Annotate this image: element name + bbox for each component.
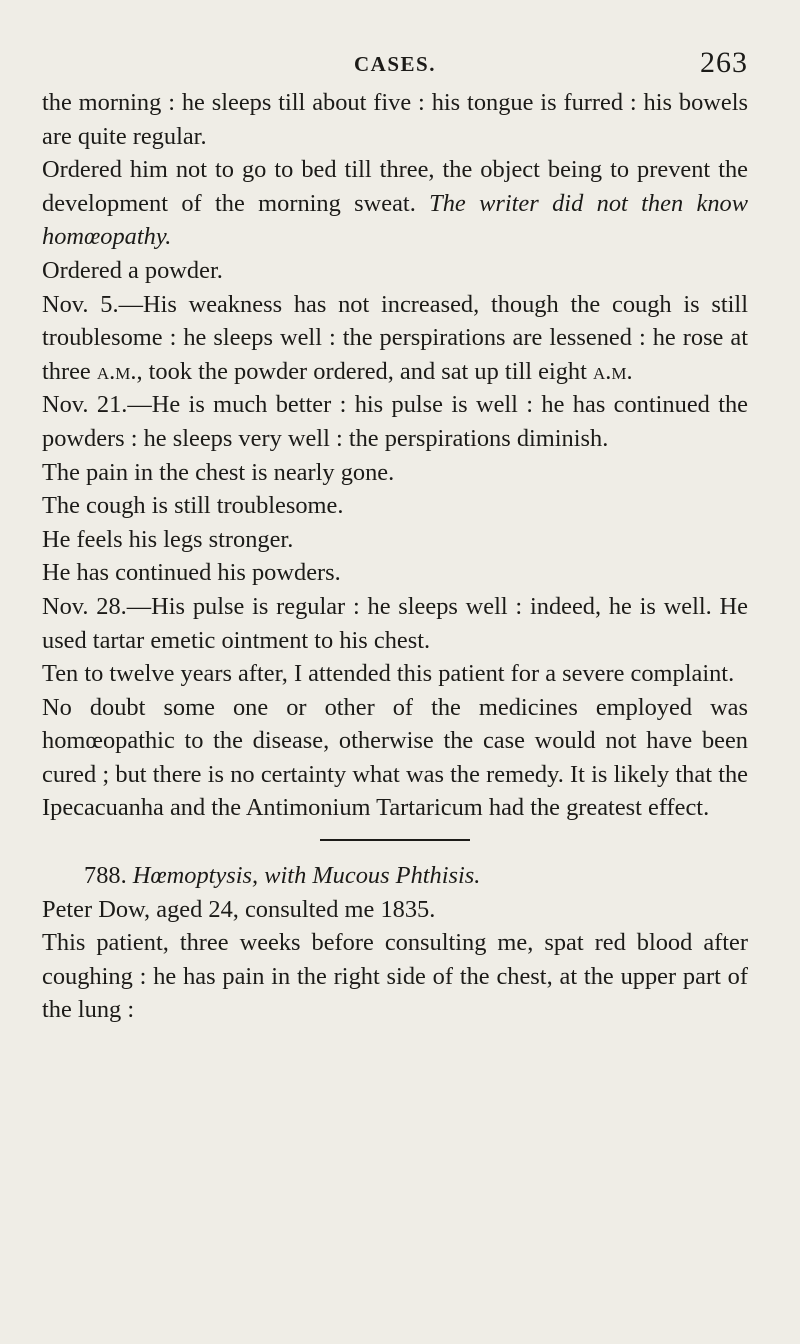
case-title: Hœmoptysis, with Mucous Phthisis.: [132, 862, 481, 890]
paragraph-cough: [42, 489, 748, 523]
paragraph-text: the morning : he sleeps till about five : his tongue is furred : his bowels are quite regular.: [42, 89, 748, 150]
case-number: 788.: [84, 862, 127, 890]
paragraph-text: Peter Dow, aged 24, consulted me 1835.: [42, 895, 436, 923]
paragraph-text: Ten to twelve years after, I attended this patient for a severe complaint.: [42, 660, 735, 688]
paragraph-text: Nov. 28.—His pulse is regular : he sleeps well : indeed, he is well. He used tartar emetic ointment to his chest.: [42, 592, 748, 654]
paragraph-text: He feels his legs stronger.: [42, 525, 294, 553]
paragraph-nov-5: [42, 288, 748, 389]
paragraph-text: Ordered a powder.: [42, 256, 223, 284]
paragraph-text: , took the powder ordered, and sat up till eight: [136, 357, 587, 385]
paragraph-legs: [42, 523, 748, 557]
paragraph-text: Nov. 5.—His weakness has not increased, though the cough is still troublesome : he sleeps well : the perspirations are lessened : he rose at three: [42, 290, 748, 385]
paragraph-peter-dow: [42, 893, 748, 927]
time-abbrev: a.m.: [96, 357, 137, 385]
paragraph-pain-chest: [42, 456, 748, 490]
time-abbrev: a.m.: [593, 357, 633, 385]
paragraph-ordered-not-to-bed: [42, 153, 748, 254]
section-divider: [320, 839, 470, 841]
paragraph-text: Nov. 21.—He is much better : his pulse is well : he has continued the powders : he sleeps very well : the perspirations diminish.: [42, 391, 748, 452]
paragraph-no-doubt: [42, 691, 748, 825]
paragraph-nov-21: [42, 388, 748, 455]
italic-note: The writer did not then know homœopathy.: [42, 189, 748, 251]
paragraph-text: The pain in the chest is nearly gone.: [42, 458, 395, 486]
running-head: [42, 46, 748, 82]
paragraph-text: He has continued his powders.: [42, 559, 341, 587]
paragraph-text: The cough is still troublesome.: [42, 492, 344, 520]
running-title: CASES.: [354, 52, 436, 76]
paragraph-continuation: [42, 86, 748, 153]
paragraph-text: This patient, three weeks before consulting me, spat red blood after coughing : he has pain in the right side of the chest, at the upper part of the lung :: [42, 929, 748, 1024]
paragraph-text: Ordered him not to go to bed till three, the object being to prevent the development of the morning sweat.: [42, 156, 748, 217]
body-text: [42, 86, 748, 1027]
paragraph-powders: [42, 556, 748, 590]
paragraph-ten-years: [42, 657, 748, 691]
paragraph-text: No doubt some one or other of the medicines employed was homœopathic to the disease, otherwise the case would not have been cured ; but there is no certainty what was the remedy. It is likely that the Ipecacuanha and the Antimonium Tartaricum had the greatest effect.: [42, 693, 748, 822]
paragraph-ordered-powder: [42, 254, 748, 288]
paragraph-nov-28: [42, 590, 748, 657]
page-number: 263: [700, 46, 748, 79]
paragraph-patient-symptoms: [42, 926, 748, 1027]
case-heading: [42, 859, 748, 893]
